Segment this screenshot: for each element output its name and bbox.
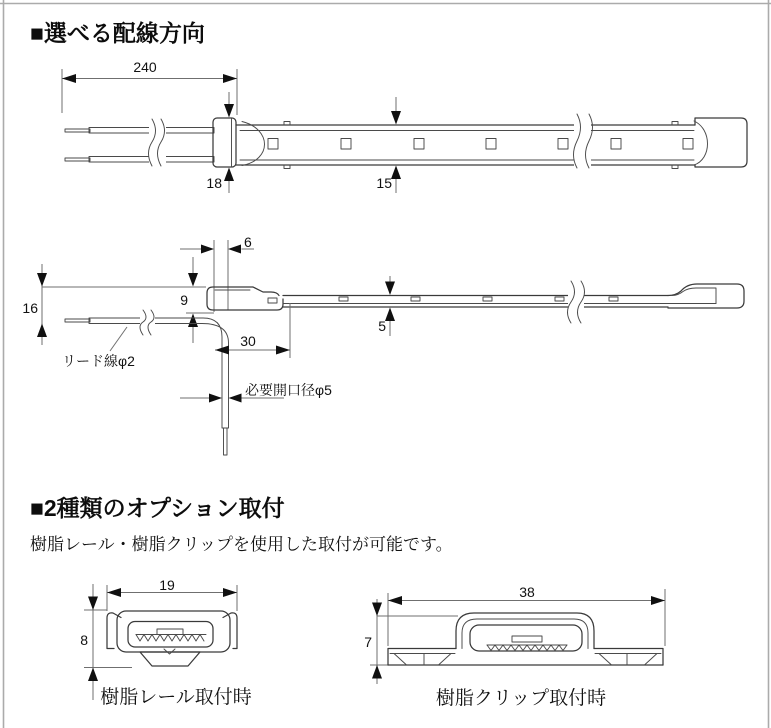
dim-label-15: 15	[376, 175, 392, 191]
dim-label-7: 7	[364, 634, 372, 650]
dim-label-38: 38	[519, 584, 535, 600]
rail-mount-drawing	[80, 577, 252, 708]
clip-mount-drawing	[364, 584, 665, 709]
dim-label-19: 19	[159, 577, 175, 593]
section-options-description: 樹脂レール・樹脂クリップを使用した取付が可能です。	[30, 535, 453, 554]
dim-label-16: 16	[22, 300, 38, 316]
dim-label-240: 240	[133, 59, 157, 75]
dim-label-30: 30	[240, 333, 256, 349]
lead-wire-label: リード線φ2	[62, 353, 135, 369]
dim-label-5: 5	[378, 318, 386, 334]
rail-mount-caption: 樹脂レール取付時	[100, 687, 252, 708]
side-view-drawing	[22, 234, 744, 455]
top-view-drawing	[62, 59, 747, 193]
dim-label-8: 8	[80, 632, 88, 648]
led-chips-top-view	[268, 139, 693, 150]
required-opening-label: 必要開口径φ5	[245, 382, 332, 398]
section-wiring-title: ■選べる配線方向	[30, 20, 205, 46]
dim-label-18: 18	[206, 175, 222, 191]
clip-mount-caption: 樹脂クリップ取付時	[435, 688, 607, 709]
dim-label-9: 9	[180, 292, 188, 308]
dim-label-6: 6	[244, 234, 252, 250]
section-options-title: ■2種類のオプション取付	[30, 495, 285, 521]
